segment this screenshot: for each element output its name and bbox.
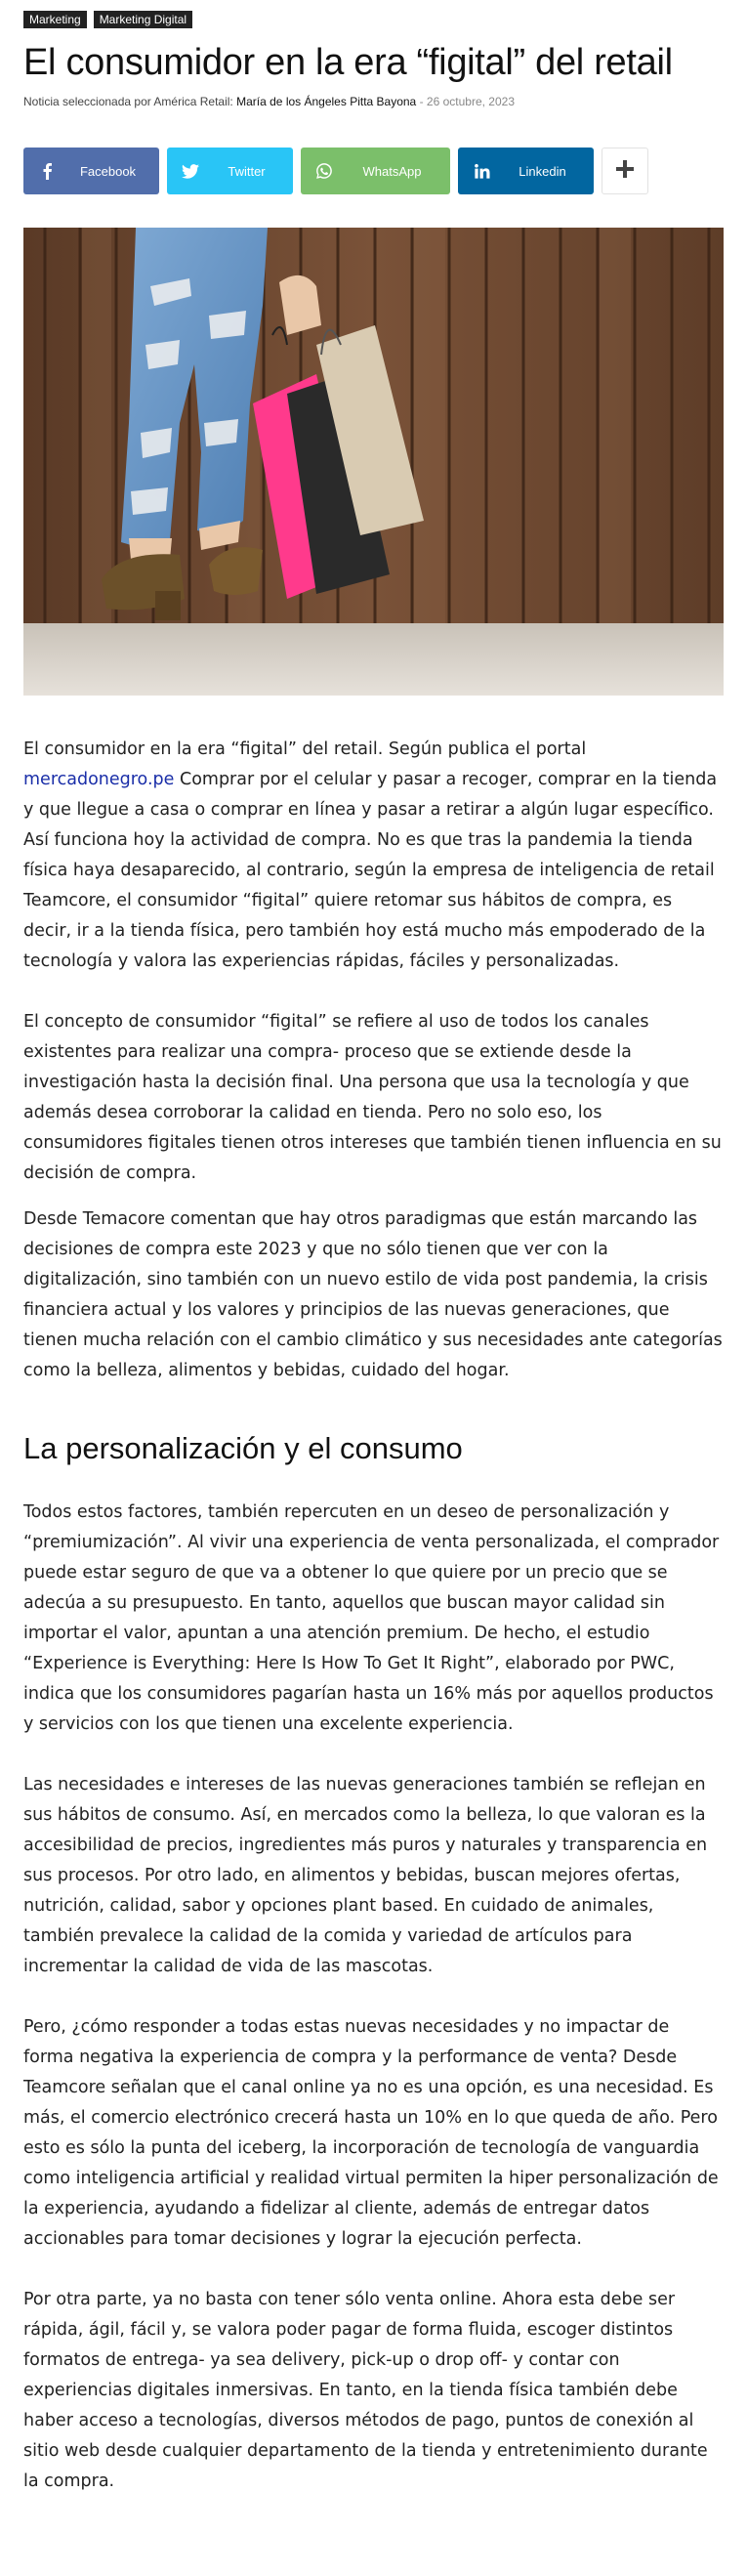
paragraph-3: Desde Temacore comentan que hay otros paradigmas que están marcando las decisiones de compra este 2023 y que no sólo tienen que ver con la digitalización, sino también con un nuevo estilo de vida post pandemia, la crisis financiera actual y los valores y principios de las nuevas generaciones, que tienen mucha relación con el cambio climático y sus necesidades ante categorías como la belleza, alimentos y bebidas, cuidado del hogar.: [23, 1209, 723, 1380]
author-link[interactable]: María de los Ángeles Pitta Bayona: [236, 95, 417, 108]
linkedin-icon: [458, 163, 505, 180]
paragraph-2: El concepto de consumidor “figital” se refiere al uso de todos los canales existentes para realizar una compra- proceso que se extiende desde la investigación hasta la decisión final. Una persona que usa la tecnología y que además desea corroborar la calidad en tienda. Pero no solo eso, los consumidores figitales tienen otros intereses que también tienen influencia en su decisión de compra.: [23, 1012, 722, 1183]
paragraph-1: [23, 735, 724, 977]
article-meta: [23, 95, 724, 108]
category-tags: [23, 0, 724, 28]
share-facebook-label: Facebook: [79, 163, 137, 179]
share-facebook-button[interactable]: [23, 148, 159, 194]
article-title: El consumidor en la era “figital” del retail: [23, 42, 673, 83]
share-linkedin-label: Linkedin: [519, 163, 566, 179]
share-twitter-button[interactable]: [167, 148, 293, 194]
meta-prefix: Noticia seleccionada por América Retail:: [23, 95, 233, 108]
paragraph-1-text-a: El consumidor en la era “figital” del retail. Según publica el portal: [23, 739, 587, 759]
facebook-icon: [23, 162, 70, 180]
share-more-button[interactable]: [602, 148, 648, 194]
category-tag-marketing-digital[interactable]: Marketing Digital: [94, 11, 192, 28]
category-tag-marketing[interactable]: Marketing: [23, 11, 87, 28]
mercadonegro-link[interactable]: mercadonegro.pe: [23, 770, 175, 789]
paragraph-5: Las necesidades e intereses de las nuevas generaciones también se reflejan en sus hábitos de consumo. Así, en mercados como la belleza, lo que valoran es la accesibilidad de precios, ingredientes más puros y naturales y transparencia en sus procesos. Por otro lado, en alimentos y bebidas, buscan mejores ofertas, nutrición, calidad, sabor y opciones plant based. En cuidado de animales, también prevalece la calidad de la comida y variedad de artículos para incrementar la calidad de vida de las mascotas.: [23, 1775, 708, 1976]
share-linkedin-button[interactable]: [458, 148, 594, 194]
share-whatsapp-button[interactable]: [301, 148, 450, 194]
meta-separator: -: [419, 95, 424, 108]
share-twitter-label: Twitter: [228, 163, 266, 179]
paragraph-4: Todos estos factores, también repercuten en un deseo de personalización y “premiumización”. Al vivir una experiencia de venta personalizada, el comprador puede estar seguro de que va a obtener lo que quiere por un precio que se adecúa a su presupuesto. En tanto, aquellos que buscan mayor calidad sin importar el valor, apuntan a una atención premium. De hecho, el estudio “Experience is Everything: Here Is How To Get It Right”, elaborado por PWC, indica que los consumidores pagarían hasta un 16% más por aquellos productos y servicios con los que tienen una excelente experiencia.: [23, 1502, 720, 1734]
twitter-icon: [167, 164, 214, 179]
paragraph-7: Por otra parte, ya no basta con tener sólo venta online. Ahora esta debe ser rápida, ágil, fácil y, se valora poder pagar de forma fluida, escoger distintos formatos de entrega- ya sea delivery, pick-up o drop off- y contar con experiencias digitales inmersivas. En tanto, en la tienda física también debe haber acceso a tecnologías, diversos métodos de pago, puntos de conexión al sitio web desde cualquier departamento de la tienda y entretenimiento durante la compra.: [23, 2290, 708, 2491]
section-heading: La personalización y el consumo: [23, 1431, 463, 1465]
article-hero-image: [23, 228, 724, 696]
article-body: [23, 735, 724, 2497]
paragraph-1-text-b: Comprar por el celular y pasar a recoger, comprar en la tienda y que llegue a casa o comprar en línea y pasar a retirar a algún lugar específico. Así funciona hoy la actividad de compra. No es que tras la pandemia la tienda física haya desaparecido, al contrario, según la empresa de inteligencia de retail Teamcore, el consumidor “figital” quiere retomar sus hábitos de compra, es decir, ir a la tienda física, pero también hoy está mucho más empoderado de la tecnología y valora las experiencias rápidas, fáciles y personalizadas.: [23, 770, 718, 971]
share-bar: [23, 148, 724, 194]
paragraph-6: Pero, ¿cómo responder a todas estas nuevas necesidades y no impactar de forma negativa la experiencia de compra y la performance de venta? Desde Teamcore señalan que el canal online ya no es una opción, es una necesidad. Es más, el comercio electrónico crecerá hasta un 10% en lo que queda de año. Pero esto es sólo la punta del iceberg, la incorporación de tecnología de vanguardia como inteligencia artificial y realidad virtual permiten la hiper personalización de la experiencia, ayudando a fidelizar al cliente, además de entregar datos accionables para tomar decisiones y lograr la ejecución perfecta.: [23, 2017, 719, 2249]
publish-date: 26 octubre, 2023: [426, 95, 515, 108]
share-whatsapp-label: WhatsApp: [362, 163, 422, 179]
whatsapp-icon: [301, 162, 348, 180]
plus-icon: [616, 160, 634, 182]
